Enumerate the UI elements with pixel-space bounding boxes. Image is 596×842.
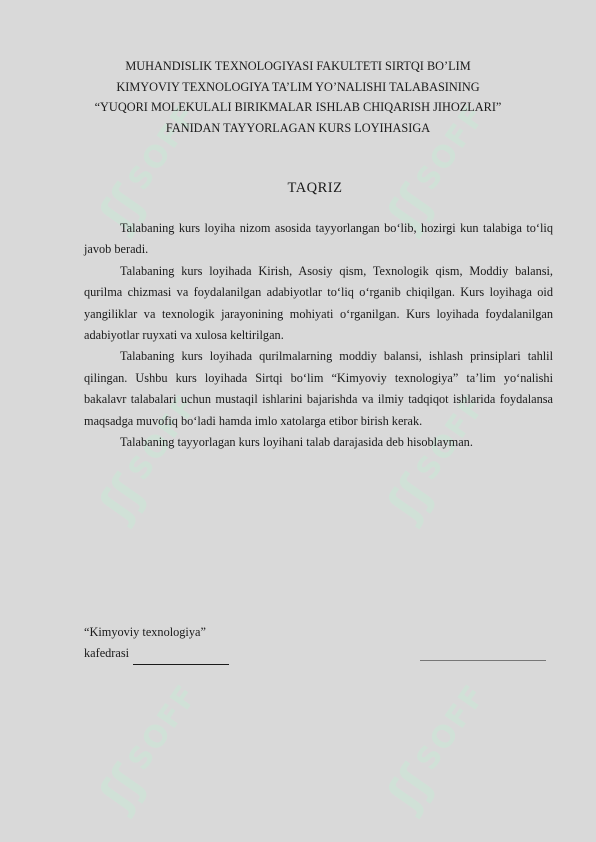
watermark <box>88 675 210 819</box>
watermark-logo: ʃʃ <box>376 466 443 529</box>
document-heading <box>70 56 526 138</box>
watermark-logo: ʃʃ <box>88 466 155 529</box>
watermark-text: SOFF <box>121 677 206 777</box>
watermark-logo: ʃʃ <box>88 176 155 239</box>
department-name: “Kimyoviy texnologiya” <box>84 625 206 639</box>
heading-line: FANIDAN TAYYORLAGAN KURS LOYIHASIGA <box>165 120 431 135</box>
watermark-text: SOFF <box>409 97 494 197</box>
signature-block <box>84 622 553 665</box>
watermark-text: SOFF <box>121 97 206 197</box>
watermark-logo: ʃʃ <box>88 756 155 819</box>
watermark <box>376 675 498 819</box>
paragraph: Talabaning tayyorlagan kurs loyihani talab darajasida deb hisoblayman. <box>120 435 473 450</box>
watermark-text: SOFF <box>409 387 494 487</box>
heading-line: MUHANDISLIK TEXNOLOGIYASI FAKULTETI SIRTQI BO’LIM <box>125 59 471 73</box>
department-label: kafedrasi <box>84 646 130 661</box>
watermark-logo: ʃʃ <box>376 176 443 239</box>
watermark-text: SOFF <box>409 677 494 777</box>
heading-line: “YUQORI MOLEKULALI BIRIKMALAR ISHLAB CHIQARISH JIHOZLARI” <box>94 100 502 114</box>
paragraph: Talabaning kurs loyihada qurilmalarning moddiy balansi, ishlash prinsiplari tahlil qilingan. Ushbu kurs loyihada Sirtqi bo‘lim “Kimyoviy texnologiya” ta’lim yo‘nalishi bakalavr talabalari uchun mustaqil ishlarini bajarishda va ilmiy tadqiqot ishlarida foydalansa maqsadga muvofiq bo‘ladi hamda imlo xatolarga etibor birish kerak. <box>84 349 553 428</box>
signer-name-line <box>420 660 546 661</box>
department-row <box>84 643 553 664</box>
department-signature-line <box>133 651 229 665</box>
watermark-text: SOFF <box>121 387 206 487</box>
watermark-logo: ʃʃ <box>376 756 443 819</box>
paragraph: Talabaning kurs loyiha nizom asosida tayyorlangan bo‘lib, hozirgi kun talabiga to‘liq javob beradi. <box>84 221 553 257</box>
heading-line: KIMYOVIY TEXNOLOGIYA TA’LIM YO’NALISHI TALABASINING <box>116 79 480 94</box>
document-title: TAQRIZ <box>287 180 343 196</box>
document-body <box>84 218 553 453</box>
paragraph: Talabaning kurs loyihada Kirish, Asosiy qism, Texnologik qism, Moddiy balansi, qurilma chizmasi va foydalanilgan adabiyotlar to‘liq o‘rganib chiqilgan. Kurs loyihaga oid yangiliklar va texnologik jarayonining mohiyati o‘rganilgan. Kurs loyihada foydalanilgan adabiyotlar ruyxati va xulosa keltirilgan. <box>84 263 553 343</box>
